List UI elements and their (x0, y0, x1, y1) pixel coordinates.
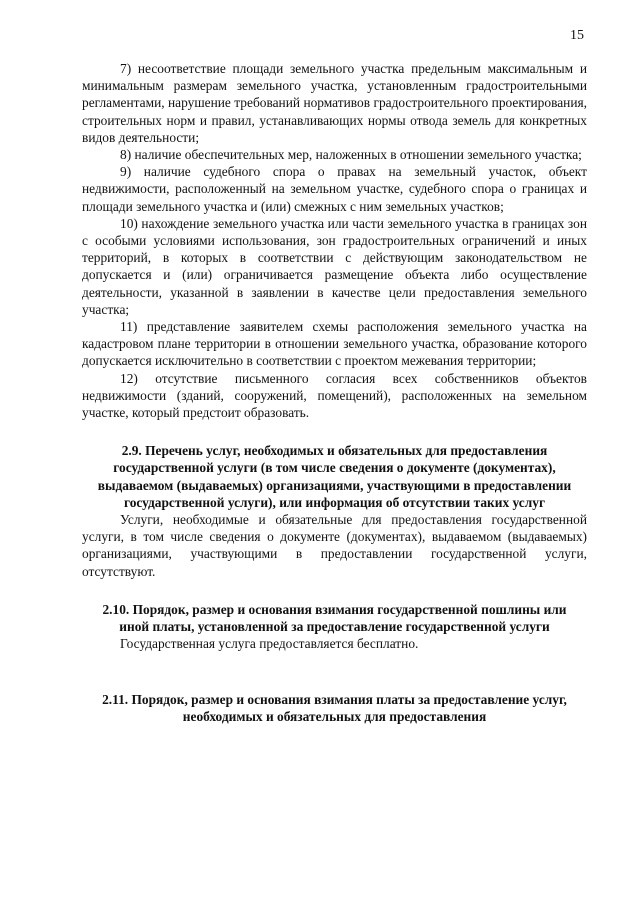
section-2-9-text: Услуги, необходимые и обязательные для предоставления государственной услуги, в том числе сведения о документе (документах), выдаваемом (выдаваемых) организациями, участвующими в предоставлении государственной услуги, отсутствуют. (82, 512, 587, 579)
page-number: 15 (570, 28, 584, 43)
section-2-10-heading: 2.10. Порядок, размер и основания взимания государственной пошлины или иной платы, установленной за предоставление государственной услуги (102, 601, 567, 635)
list-item-11: 11) представление заявителем схемы расположения земельного участка на кадастровом плане территории в отношении земельного участка, образование которого допускается исключительно в соответствии с проектом межевания территории; (82, 319, 587, 369)
list-item-12: 12) отсутствие письменного согласия всех собственников объектов недвижимости (зданий, сооружений, помещений), расположенных на земельном участке, который предстоит образовать. (82, 370, 587, 421)
section-2-9-heading: 2.9. Перечень услуг, необходимых и обязательных для предоставления государственной услуги (в том числе сведения о документе (документах), выдаваемом (выдаваемых) организациями, участвующими в предоставлении государственной услуги), или информация об отсутствии таких услуг (97, 443, 572, 510)
list-item-8: 8) наличие обеспечительных мер, наложенных в отношении земельного участка; (120, 147, 582, 163)
section-2-11-heading: 2.11. Порядок, размер и основания взимания платы за предоставление услуг, необходимых и обязательных для предоставления (102, 691, 567, 724)
list-item-10: 10) нахождение земельного участка или части земельного участка в границах зон с особыми условиями использования, зон градостроительных ограничений и иных территорий, в которых в соответствии с действующим законодательством не допускается и (или) ограничивается размещение объекта либо осуществление деятельности, указанной в заявлении в качестве цели предоставления земельного участка; (82, 215, 587, 317)
section-2-10-text: Государственная услуга предоставляется бесплатно. (120, 636, 419, 652)
list-item-9: 9) наличие судебного спора о правах на земельный участок, объект недвижимости, расположенный на земельном участке, судебного спора о границах и площади земельного участка и (или) смежных с ним земельных участков; (82, 164, 587, 214)
page-content (82, 60, 587, 725)
list-item-7: 7) несоответствие площади земельного участка предельным максимальным и минимальным размерам земельного участка, установленным градостроительными регламентами, нарушение требований нормативов градостроительного проектирования, строительных норм и правил, устанавливающих нормы отвода земель для конкретных видов деятельности; (82, 61, 587, 145)
